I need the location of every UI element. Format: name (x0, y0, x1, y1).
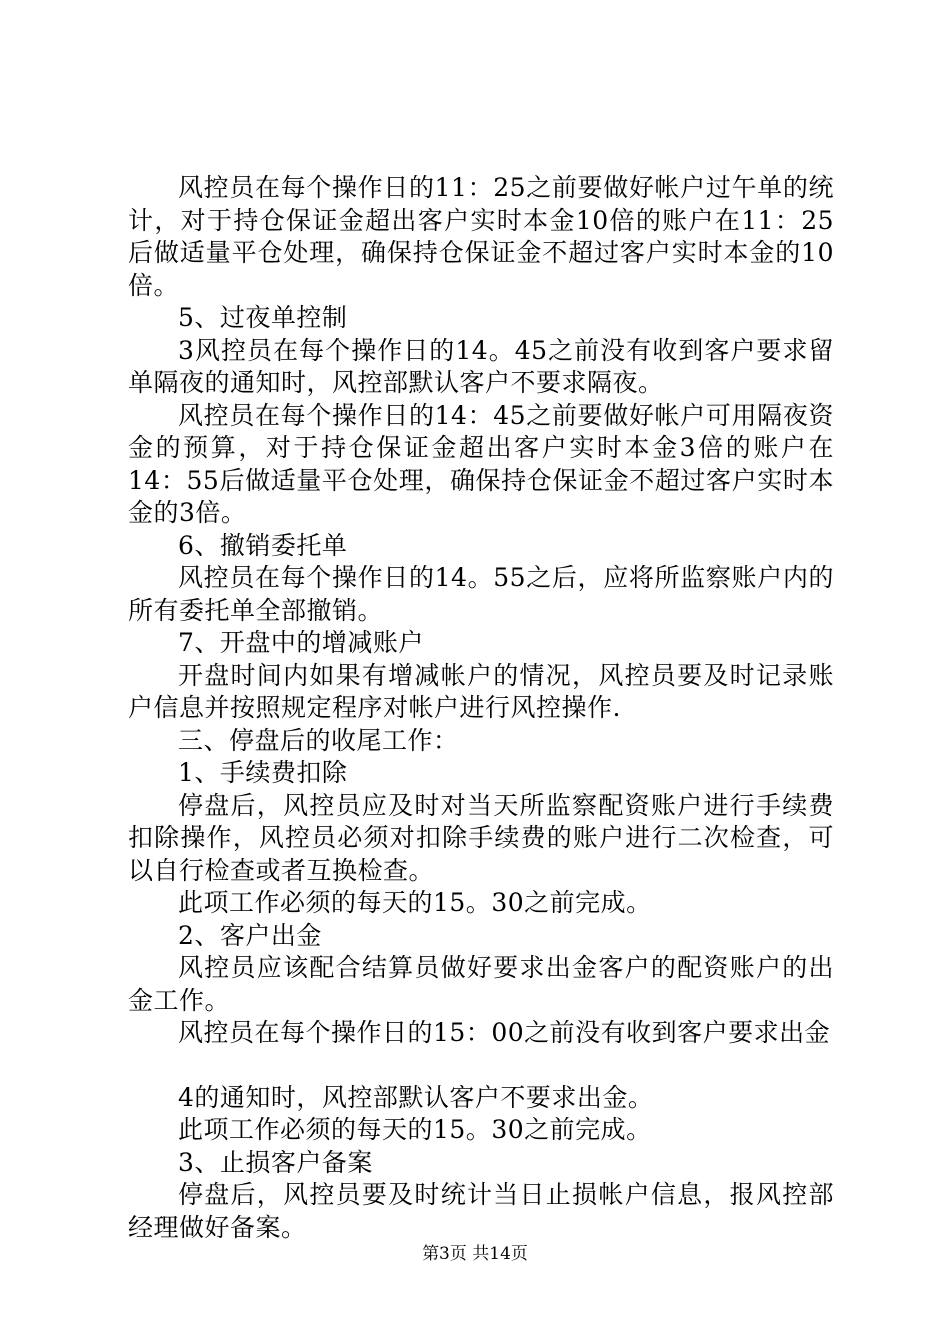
paragraph: 开盘时间内如果有增减帐户的情况，风控员要及时记录账户信息并按照规定程序对帐户进行风控操作. (128, 660, 834, 722)
paragraph: 风控员在每个操作日的11：25之前要做好帐户过午单的统计，对于持仓保证金超出客户实时本金10倍的账户在11：25后做适量平仓处理，确保持仓保证金不超过客户实时本金的10倍。 (128, 173, 834, 300)
paragraph: 此项工作必须的每天的15。30之前完成。 (178, 1115, 652, 1144)
paragraph: 停盘后，风控员应及时对当天所监察配资账户进行手续费扣除操作，风控员必须对扣除手续费的账户进行二次检查，可以自行检查或者互换检查。 (128, 790, 834, 885)
paragraph: 风控员在每个操作日的14：45之前要做好帐户可用隔夜资金的预算，对于持仓保证金超出客户实时本金3倍的账户在14：55后做适量平仓处理，确保持仓保证金不超过客户实时本金的3倍。 (128, 400, 834, 527)
paragraph: 风控员在每个操作日的14。55之后，应将所监察账户内的所有委托单全部撤销。 (128, 563, 834, 625)
paragraph: 3风控员在每个操作日的14。45之前没有收到客户要求留单隔夜的通知时，风控部默认客户不要求隔夜。 (128, 335, 834, 397)
paragraph: 此项工作必须的每天的15。30之前完成。 (178, 888, 652, 917)
section-heading: 2、客户出金 (178, 920, 322, 950)
section-heading: 7、开盘中的增减账户 (178, 628, 424, 657)
section-heading: 6、撤销委托单 (178, 530, 348, 560)
section-heading: 5、过夜单控制 (178, 303, 348, 332)
paragraph: 停盘后，风控员要及时统计当日止损帐户信息，报风控部经理做好备案。 (128, 1180, 834, 1242)
paragraph: 风控员应该配合结算员做好要求出金客户的配资账户的出金工作。 (128, 953, 834, 1015)
paragraph: 风控员在每个操作日的15：00之前没有收到客户要求出金 (178, 1018, 831, 1047)
paragraph: 4的通知时，风控部默认客户不要求出金。 (178, 1082, 654, 1112)
section-heading: 3、止损客户备案 (178, 1147, 373, 1177)
chapter-heading: 三、停盘后的收尾工作： (178, 725, 459, 755)
section-heading: 1、手续费扣除 (178, 758, 348, 787)
page-footer: 第3页 共14页 (422, 1244, 528, 1264)
document-body (128, 172, 834, 1244)
paragraph-gap (128, 1050, 834, 1082)
